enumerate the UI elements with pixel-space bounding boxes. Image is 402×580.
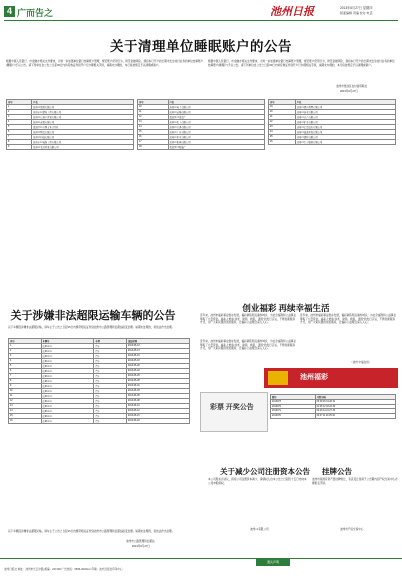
table-cell: 2013-06-03 — [126, 389, 189, 394]
table-cell: 皖R×××× — [41, 419, 94, 424]
table-cell: 皖R×××× — [41, 349, 94, 354]
notice3-title: 关于减少公司注册资本公告 — [220, 467, 310, 476]
table-row — [138, 145, 265, 150]
table-cell: 13 — [9, 404, 42, 409]
table-cell: 10 — [138, 105, 169, 110]
notice2-title: 关于涉嫌非法超限运输车辆的公告 — [10, 310, 176, 322]
table-cell: 2013-05-12 — [126, 344, 189, 349]
issue-date: 2013年6月27日 星期四 — [340, 6, 373, 10]
table-cell: 池州××电子有限公司 — [168, 105, 265, 110]
table-cell: 21 — [269, 115, 296, 120]
table-cell: 1 — [9, 344, 42, 349]
notice1-sign-date: 2013年6月27日 — [340, 90, 358, 93]
page-number: 4 — [4, 6, 15, 17]
table-cell: 池州××旅游开发有限公司 — [295, 130, 395, 135]
table-cell: 皖R×××× — [41, 384, 94, 389]
header-cell: 序号 — [138, 100, 169, 105]
notice4-body: 池州市某国有资产经挂牌转让，有意受让者请于公告期内到产权交易中心办理报名手续。 — [312, 478, 398, 485]
table-cell: 26 — [269, 140, 296, 145]
notice2-body-end: 以下车辆因涉嫌非法超限运输，请车主于公告之日起15日内携带相关证件到池州市公路管理局治超站接受处理。逾期未处理的，将依法作出处理。 — [8, 530, 175, 533]
table-cell: 9 — [7, 145, 32, 150]
table-cell: 贵池区××养殖专业合作社 — [32, 125, 134, 130]
header-cell: 违法时间 — [126, 339, 189, 344]
table-cell: 2013073 — [271, 400, 316, 405]
notice2-sign: 池州市公路管理局治超站 — [126, 540, 155, 543]
table-cell: 2013-05-20 — [126, 364, 189, 369]
table-cell: 池州××信息技术有限公司 — [295, 125, 395, 130]
table-cell: 皖R×××× — [41, 344, 94, 349]
table-cell: 皖R×××× — [41, 359, 94, 364]
table-cell: 池州××贸易有限公司 — [32, 105, 134, 110]
table-cell: 5 — [7, 125, 32, 130]
fucai-logo-icon — [268, 371, 288, 385]
table-row — [269, 140, 396, 145]
table-cell: 皖R×××× — [41, 389, 94, 394]
table-cell: 货车 — [94, 414, 127, 419]
table-cell: 4 — [7, 120, 32, 125]
table-cell: 4 — [9, 359, 42, 364]
table-cell: 货车 — [94, 409, 127, 414]
header-rule — [4, 20, 398, 21]
table-cell: 皖R×××× — [41, 394, 94, 399]
editor-line: 版面编辑 责编 校对 电话 — [340, 11, 373, 15]
article-body-2: 近年来，池州市福彩事业稳步发展，福彩销售网点遍布城乡，为社会福利和公益事业筹集了大量资金。福彩人秉承“扶老、助残、救孤、济困”的发行宗旨，不断创新服务方式，为广大彩民提供优质服务，让福彩公益理念深入人心。 — [300, 314, 396, 325]
table-cell: 16 — [9, 419, 42, 424]
notice1-sign: 池州市贵池区农村信用联社 — [336, 85, 368, 88]
table-cell: 池州××建材有限公司 — [295, 135, 395, 140]
table-cell: 皖R×××× — [41, 379, 94, 384]
table-cell: 12 — [138, 115, 169, 120]
table-cell: 皖R×××× — [41, 409, 94, 414]
header-cell: 序号 — [9, 339, 42, 344]
header-cell: 户名 — [168, 100, 265, 105]
table-cell: 7 — [9, 374, 42, 379]
table-cell: 5 — [9, 364, 42, 369]
vehicle-table — [8, 338, 190, 424]
table-cell: 池州市××装饰工程有限公司 — [32, 140, 134, 145]
table-cell: 池州××房地产开发有限公司 — [32, 115, 134, 120]
result-row — [271, 414, 396, 419]
table-cell: 皖R×××× — [41, 369, 94, 374]
table-cell: 2013-06-15 — [126, 414, 189, 419]
table-cell: 货车 — [94, 354, 127, 359]
table-cell: 皖R×××× — [41, 354, 94, 359]
header-cell: 开奖号码 — [315, 395, 395, 400]
table-cell: 23 — [269, 125, 296, 130]
article-body-1: 近年来，池州市福彩事业稳步发展，福彩销售网点遍布城乡，为社会福利和公益事业筹集了大量资金。福彩人秉承“扶老、助残、救孤、济困”的发行宗旨，不断创新服务方式，为广大彩民提供优质服务，让福彩公益理念深入人心。 — [200, 314, 296, 325]
table-cell: 2013-05-28 — [126, 379, 189, 384]
account-table-2 — [137, 99, 265, 150]
footer-ad-label: 遗失声明 — [256, 559, 290, 566]
header-cell: 期号 — [271, 395, 316, 400]
table-cell: 2013-05-15 — [126, 354, 189, 359]
header-cell: 序号 — [7, 100, 32, 105]
table-cell: 皖R×××× — [41, 414, 94, 419]
table-cell: 20 — [269, 110, 296, 115]
table-cell: 2013-06-18 — [126, 419, 189, 424]
table-cell: 11 — [138, 110, 169, 115]
table-cell: 25 — [269, 135, 296, 140]
table-cell: 货车 — [94, 364, 127, 369]
footer-text: 池州日报社 地址：池州市长江中路 邮编：247100 广告热线：0566-2023xxx 印刷：池州日报社印务中心 — [4, 568, 123, 571]
table-cell: 货车 — [94, 399, 127, 404]
table-cell: 池州××物资有限公司 — [32, 130, 134, 135]
table-cell: 皖R×××× — [41, 404, 94, 409]
header-cell: 车型 — [94, 339, 127, 344]
article-caption: （池州 中福在线） — [350, 361, 372, 364]
table-cell: 2013-06-08 — [126, 399, 189, 404]
table-cell: 贵池区××食品厂 — [168, 115, 265, 120]
table-cell: 池州××茶业有限公司 — [295, 110, 395, 115]
table-cell: 货车 — [94, 389, 127, 394]
section-title: 广而告之 — [17, 8, 54, 18]
notice1-intro: 根据中国人民银行、市金融办相关文件要求，为进一步加强单位银行结算账户管理，规范账户使用行为，防范金融风险，现将本行开户的长期未发生收付业务的单位结算账户(睡眠户)予以公告。请下列单位自公告之日起30日内持有效证件到开户行办理相关手续，逾期未办理的，本行将按规定予以清理或销户。 — [6, 60, 204, 67]
table-cell: 13 — [138, 120, 169, 125]
table-cell: 2013-06-10 — [126, 404, 189, 409]
table-cell: 池州××木业有限公司 — [168, 135, 265, 140]
table-cell: 池州××水产有限公司 — [295, 115, 395, 120]
lottery-label: 彩票 开奖公告 — [210, 403, 254, 411]
notice3-sign: 池州××有限公司 — [250, 528, 269, 531]
table-cell: 皖R×××× — [41, 399, 94, 404]
article-title: 创业福彩 再续幸福生活 — [242, 303, 330, 313]
table-cell: 2013-06-12 — [126, 409, 189, 414]
table-cell: 货车 — [94, 344, 127, 349]
lottery-box — [200, 392, 268, 432]
table-cell: 03 08 15 19 26 31 — [315, 400, 395, 405]
table-cell: 2013071 — [271, 409, 316, 414]
table-row — [9, 419, 190, 424]
table-cell: 皖R×××× — [41, 364, 94, 369]
table-cell: 池州××科技有限公司 — [32, 135, 134, 140]
lottery-results-table — [270, 394, 396, 419]
table-cell: 16 — [138, 135, 169, 140]
notice1-title: 关于清理单位睡眠账户的公告 — [110, 39, 292, 54]
account-table-1 — [6, 99, 134, 150]
table-cell: 池州××农业开发有限公司 — [32, 145, 134, 150]
table-cell: 10 — [9, 389, 42, 394]
table-cell: 9 — [9, 384, 42, 389]
table-cell: 8 — [9, 379, 42, 384]
table-cell: 15 — [9, 414, 42, 419]
table-cell: 货车 — [94, 394, 127, 399]
table-cell: 2013-06-01 — [126, 384, 189, 389]
table-cell: 6 — [7, 130, 32, 135]
table-cell: 货车 — [94, 384, 127, 389]
notice1-intro-right: 根据中国人民银行、市金融办相关文件要求，为进一步加强单位银行结算账户管理，规范账户使用行为，防范金融风险，现将本行开户的长期未发生收付业务的单位结算账户(睡眠户)予以公告。请下列单位自公告之日起30日内持有效证件到开户行办理相关手续，逾期未办理的，本行将按规定予以清理或销户。 — [208, 60, 395, 67]
table-cell: 皖R×××× — [41, 374, 94, 379]
fucai-brand: 池州福彩 — [300, 374, 328, 381]
table-cell: 2013-06-05 — [126, 394, 189, 399]
header-cell: 车牌号 — [41, 339, 94, 344]
table-cell: 15 — [138, 130, 169, 135]
table-cell: 池州市××建筑工程有限公司 — [32, 110, 134, 115]
table-cell: 2013-05-22 — [126, 369, 189, 374]
table-cell: 8 — [7, 140, 32, 145]
table-cell: 货车 — [94, 374, 127, 379]
table-cell: 2013-05-13 — [126, 349, 189, 354]
header-cell: 户名 — [32, 100, 134, 105]
table-cell: 池州××矿业有限公司 — [295, 120, 395, 125]
notice3-body: 本公司股东会决议，拟将公司注册资本减少，请债权人自本公告之日起四十五日内向本公司申报债权。 — [208, 478, 307, 485]
table-cell: 货车 — [94, 359, 127, 364]
table-cell: 池州××汽车服务有限公司 — [295, 140, 395, 145]
table-cell: 池州××机械有限公司 — [168, 140, 265, 145]
table-cell: 池州××酒店管理有限公司 — [295, 105, 395, 110]
table-cell: 3 — [7, 115, 32, 120]
table-cell: 2013-05-25 — [126, 374, 189, 379]
table-cell: 01 05 12 18 24 30 — [315, 404, 395, 409]
table-cell: 池州××广告有限公司 — [168, 130, 265, 135]
table-cell: 6 — [9, 369, 42, 374]
table-cell: 池州××劳务有限公司 — [168, 125, 265, 130]
table-cell: 货车 — [94, 349, 127, 354]
table-cell: 池州××化工有限公司 — [168, 120, 265, 125]
table-cell: 04 07 11 20 25 32 — [315, 414, 395, 419]
table-cell: 2013072 — [271, 404, 316, 409]
table-cell: 货车 — [94, 379, 127, 384]
table-row — [7, 145, 134, 150]
notice4-sign: 池州市产权交易中心 — [340, 528, 364, 531]
newspaper-logo: 池州日报 — [270, 6, 314, 18]
table-cell: 3 — [9, 354, 42, 359]
table-cell: 24 — [269, 130, 296, 135]
notice4-title: 挂牌公告 — [322, 467, 352, 476]
article-body-3: 近年来，池州市福彩事业稳步发展，福彩销售网点遍布城乡，为社会福利和公益事业筹集了大量资金。福彩人秉承“扶老、助残、救孤、济困”的发行宗旨，不断创新服务方式，为广大彩民提供优质服务，让福彩公益理念深入人心。 — [200, 340, 296, 351]
table-cell: 池州××商贸有限公司 — [32, 120, 134, 125]
table-cell: 02 09 14 21 27 33 — [315, 409, 395, 414]
table-cell: 贵池区××服装厂 — [168, 145, 265, 150]
table-cell: 22 — [269, 120, 296, 125]
table-cell: 货车 — [94, 404, 127, 409]
table-cell: 19 — [269, 105, 296, 110]
table-cell: 17 — [138, 140, 169, 145]
masthead — [0, 0, 402, 22]
table-cell: 7 — [7, 135, 32, 140]
table-cell: 11 — [9, 394, 42, 399]
table-cell: 2013-05-18 — [126, 359, 189, 364]
notice1-table-wrap — [6, 99, 396, 299]
table-cell: 12 — [9, 399, 42, 404]
table-cell: 2 — [7, 110, 32, 115]
account-table-3 — [268, 99, 396, 145]
table-cell: 18 — [138, 145, 169, 150]
header-cell: 序号 — [269, 100, 296, 105]
table-cell: 池州××运输有限公司 — [168, 110, 265, 115]
table-cell: 2013070 — [271, 414, 316, 419]
table-cell: 2 — [9, 349, 42, 354]
notice2-sign-date: 2013年6月27日 — [132, 545, 150, 548]
header-cell: 户名 — [295, 100, 395, 105]
table-cell: 14 — [138, 125, 169, 130]
table-cell: 14 — [9, 409, 42, 414]
table-cell: 货车 — [94, 419, 127, 424]
table-cell: 1 — [7, 105, 32, 110]
notice2-intro: 以下车辆因涉嫌非法超限运输，请车主于公告之日起15日内携带相关证件到池州市公路管理局治超站接受处理。逾期未处理的，将依法作出处理。 — [8, 326, 175, 329]
table-cell: 货车 — [94, 369, 127, 374]
